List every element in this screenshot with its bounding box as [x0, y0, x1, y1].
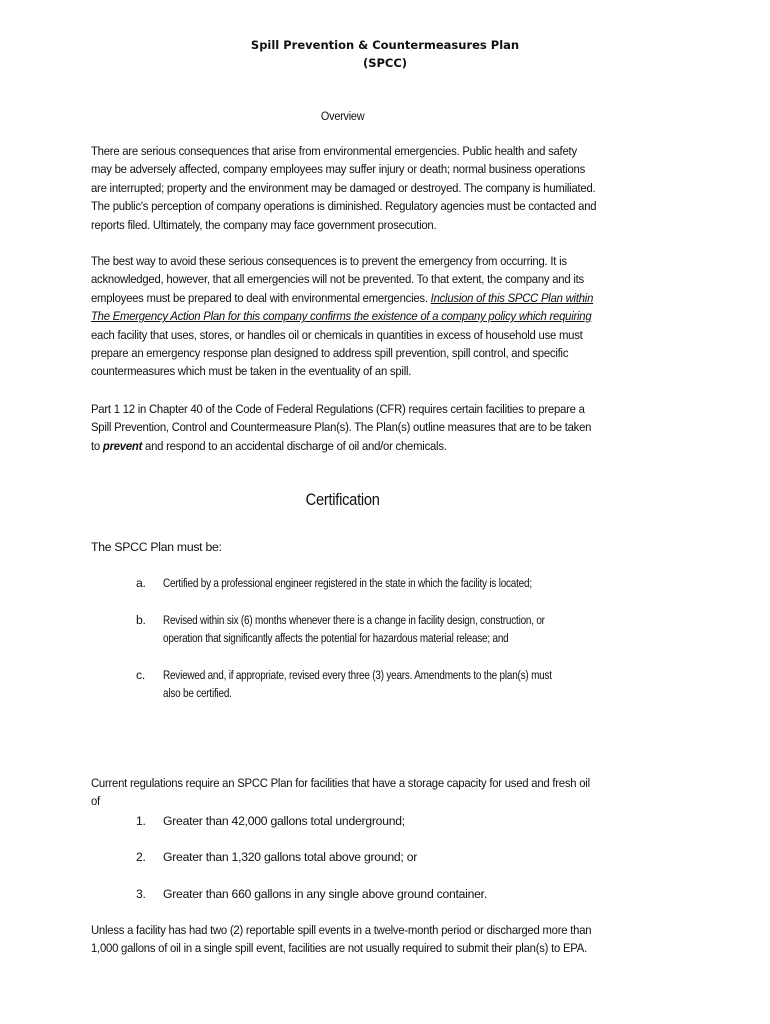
document-subtitle: (SPCC) [362, 56, 408, 70]
text-line: each facility that uses, stores, or handles oil or chemicals in quantities in excess of household use must [91, 327, 583, 342]
text-line: are interrupted; property and the environment may be damaged or destroyed. The company is humiliated. [91, 180, 596, 195]
certification-item-b [163, 611, 770, 648]
text-line: of [91, 794, 100, 809]
overview-heading: Overview [320, 109, 365, 123]
text-line [91, 289, 685, 307]
list-marker: b. [136, 613, 146, 627]
text-line: prepare an emergency response plan designed to address spill prevention, spill control, and specific [91, 346, 569, 361]
policy-emphasis-text: Inclusion of this SPCC Plan within [430, 290, 594, 305]
text-span: employees must be prepared to deal with environmental emergencies. [91, 290, 431, 305]
overview-paragraph-2 [91, 252, 731, 381]
certification-heading: Certification [305, 491, 380, 509]
policy-emphasis-text: The Emergency Action Plan for this company confirms the existence of a company policy which requiring [91, 309, 592, 324]
list-marker: c. [136, 668, 145, 682]
certification-item-c [163, 666, 770, 703]
text-line: The best way to avoid these serious consequences is to prevent the emergency from occurring. It is [91, 254, 567, 268]
regulation-item-1: Greater than 42,000 gallons total underground; [163, 814, 405, 828]
text-line: reports filed. Ultimately, the company may face government prosecution. [91, 217, 437, 232]
text-line: acknowledged, however, that all emergencies will not be prevented. To that extent, the company and its [91, 272, 584, 287]
text-line: Unless a facility has had two (2) reportable spill events in a twelve-month period or discharged more than [91, 923, 592, 937]
regulations-closing [91, 921, 731, 958]
text-line: Spill Prevention, Control and Countermeasure Plan(s). The Plan(s) outline measures that are to be taken [91, 420, 592, 435]
text-span: to [91, 438, 103, 453]
document-title: Spill Prevention & Countermeasures Plan [250, 38, 520, 52]
overview-paragraph-3 [91, 400, 731, 455]
text-line: The public's perception of company operations is diminished. Regulatory agencies must be contacted and [91, 199, 597, 214]
text-line: also be certified. [163, 686, 232, 701]
text-line: Reviewed and, if appropriate, revised every three (3) years. Amendments to the plan(s) must [163, 668, 552, 682]
list-marker: 1. [136, 814, 146, 828]
text-line: There are serious consequences that arise from environmental emergencies. Public health and safety [91, 144, 577, 158]
text-line: Revised within six (6) months whenever there is a change in facility design, construction, or [163, 613, 545, 627]
text-line: Certified by a professional engineer registered in the state in which the facility is located; [163, 576, 532, 590]
certification-item-a [163, 574, 770, 592]
text-line: Current regulations require an SPCC Plan for facilities that have a storage capacity for used and fresh oil [91, 776, 590, 790]
list-marker: a. [136, 576, 146, 590]
regulation-item-2: Greater than 1,320 gallons total above ground; or [163, 850, 418, 864]
text-line: countermeasures which must be taken in the eventuality of an spill. [91, 364, 412, 379]
list-marker: 3. [136, 887, 146, 901]
text-line [91, 437, 685, 455]
regulation-item-3: Greater than 660 gallons in any single above ground container. [163, 887, 487, 901]
text-line: may be adversely affected, company employees may suffer injury or death; normal business operations [91, 162, 586, 177]
text-line: Part 1 12 in Chapter 40 of the Code of Federal Regulations (CFR) requires certain facilities to prepare a [91, 402, 585, 416]
text-line: operation that significantly affects the potential for hazardous material release; and [163, 631, 509, 646]
overview-paragraph-1 [91, 142, 731, 234]
list-marker: 2. [136, 850, 146, 864]
certification-intro: The SPCC Plan must be: [91, 540, 222, 554]
prevent-emphasis: prevent [102, 438, 143, 453]
text-line: 1,000 gallons of oil in a single spill event, facilities are not usually required to submit their plan(s) to EPA. [91, 941, 588, 956]
regulations-intro [91, 774, 731, 811]
text-span: and respond to an accidental discharge of oil and/or chemicals. [142, 438, 447, 453]
